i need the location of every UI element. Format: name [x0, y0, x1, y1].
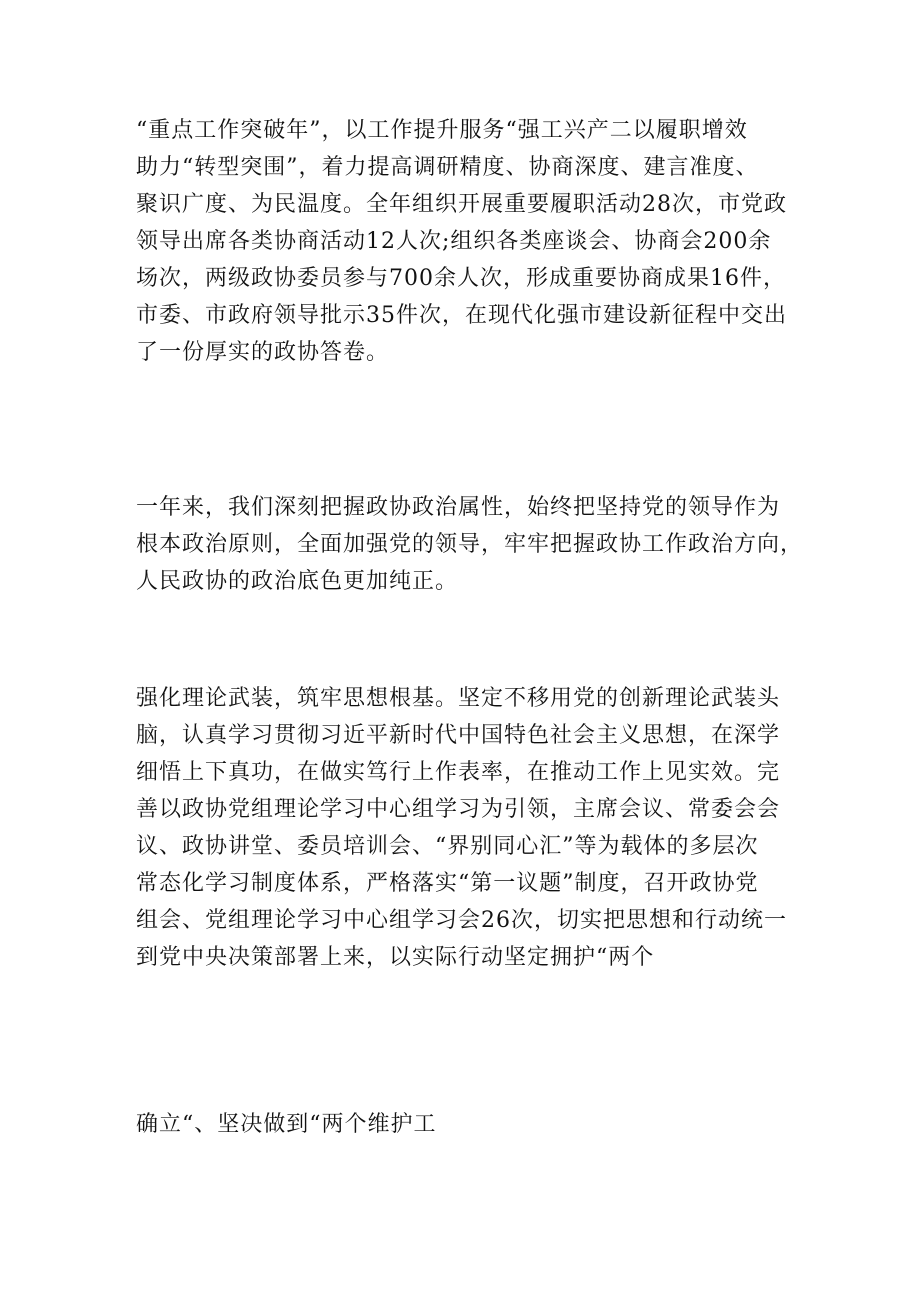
text-line: 根本政治原则，全面加强党的领导，牢牢把握政协工作政治方向， — [136, 532, 804, 557]
paragraph-theoretical-study — [136, 680, 796, 976]
text-line: 确立“、坚决做到“两个维护工 — [136, 1112, 437, 1137]
text-line: 脑，认真学习贯彻习近平新时代中国特色社会主义思想，在深学 — [136, 723, 781, 748]
text-line: 场次，两级政协委员参与700余人次，形成重要协商成果16件， — [136, 266, 786, 291]
text-line: 议、政协讲堂、委员培训会、“界别同心汇”等为载体的多层次 — [136, 834, 759, 859]
text-line: 了一份厚实的政协答卷。 — [136, 340, 390, 365]
text-line: 一年来，我们深刻把握政协政治属性，始终把坚持党的领导作为 — [136, 495, 781, 520]
paragraph-annual-summary — [136, 112, 796, 371]
text-line: 强化理论武装，筑牢思想根基。坚定不移用党的创新理论武装头 — [136, 686, 781, 711]
paragraph-political-attributes — [136, 489, 804, 600]
text-line: 组会、党组理论学习中心组学习会26次，切实把思想和行动统一 — [136, 908, 787, 933]
paragraph-fragment — [136, 1106, 796, 1143]
text-line: 聚识广度、为民温度。全年组织开展重要履职活动28次，市党政 — [136, 192, 787, 217]
text-line: 到党中央决策部署上来，以实际行动坚定拥护“两个 — [136, 945, 655, 970]
text-line: “重点工作突破年”，以工作提升服务“强工兴产二以履职增效 — [136, 118, 748, 143]
text-line: 市委、市政府领导批示35件次，在现代化强市建设新征程中交出 — [136, 303, 787, 328]
text-line: 善以政协党组理论学习中心组学习为引领，主席会议、常委会会 — [136, 797, 781, 822]
text-line: 人民政协的政治底色更加纯正。 — [136, 569, 459, 594]
text-line: 助力“转型突围”，着力提高调研精度、协商深度、建言准度、 — [136, 155, 759, 180]
text-line: 常态化学习制度体系，严格落实“第一议题”制度，召开政协党 — [136, 871, 759, 896]
text-line: 领导出席各类协商活动12人次;组织各类座谈会、协商会200余 — [136, 229, 772, 254]
text-line: 细悟上下真功，在做实笃行上作表率，在推动工作上见实效。完 — [136, 760, 781, 785]
